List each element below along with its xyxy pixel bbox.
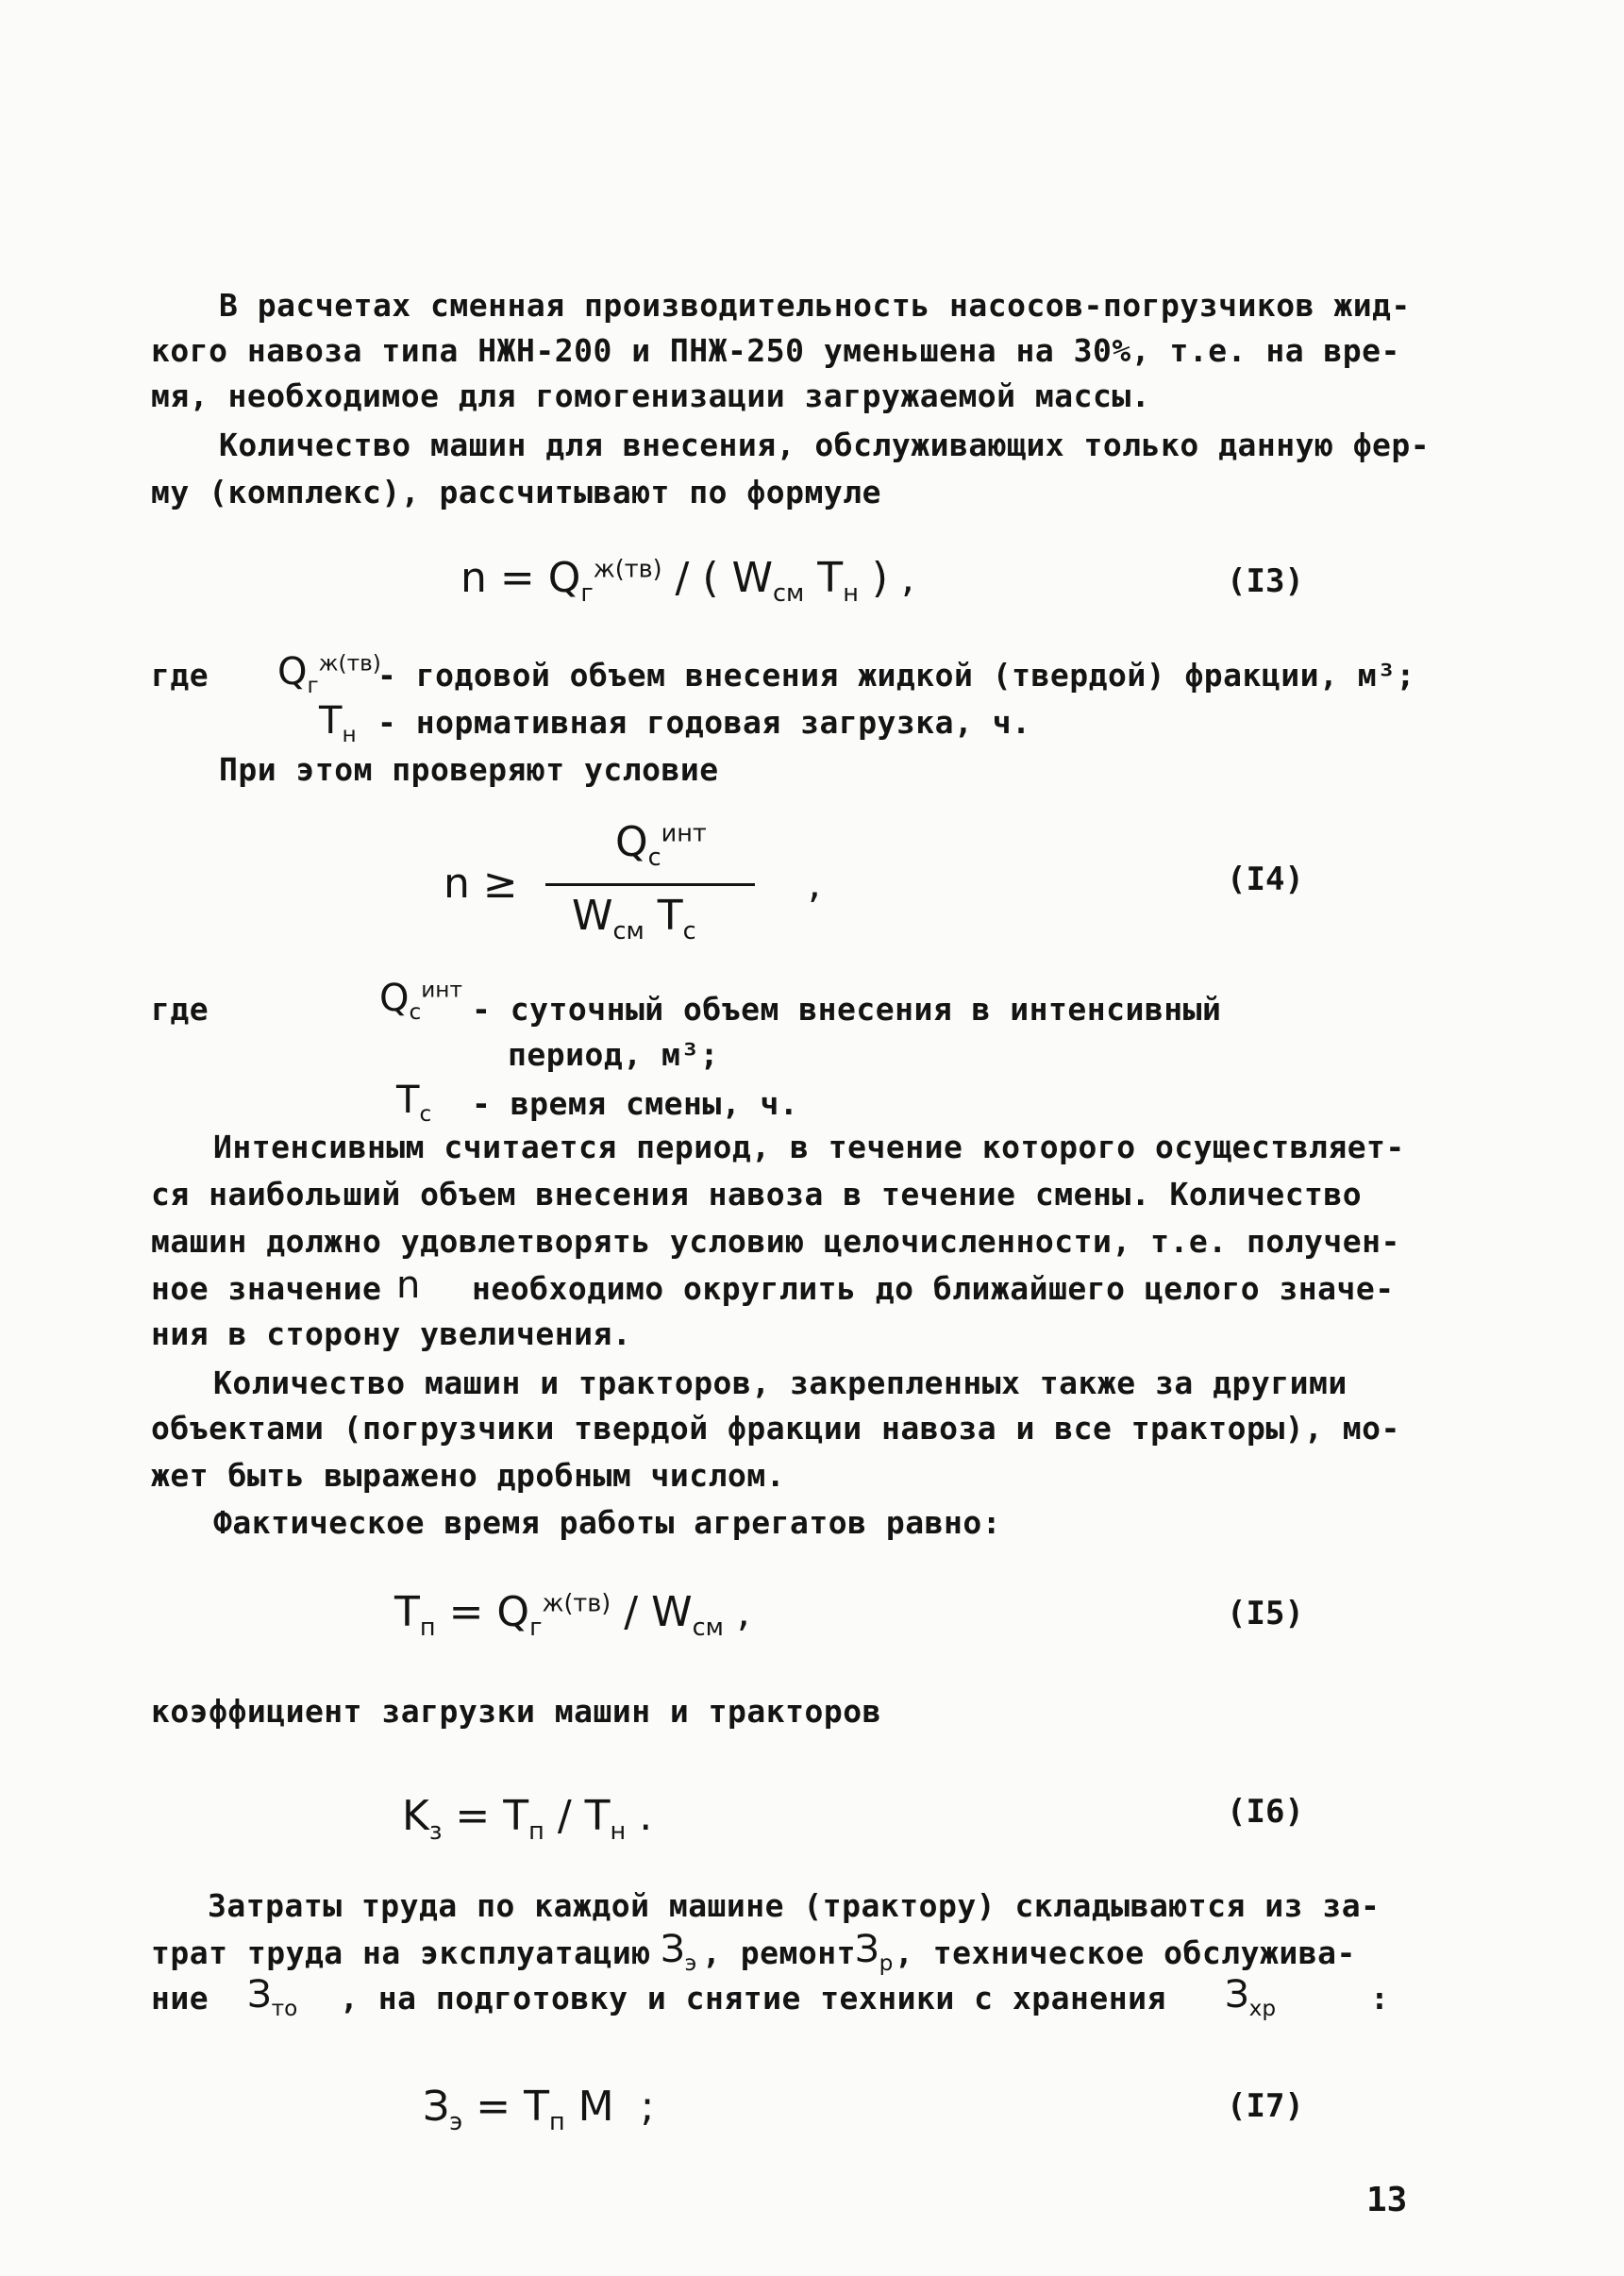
formula-14-numerator: $Q_с^{инт}$ [615,818,707,872]
paragraph-line: кого навоза типа НЖН-200 и ПНЖ-250 уменьшена на 30%, т.е. на вре- [151,332,1400,369]
paragraph-line: , на подготовку и снятие техники с хранения [340,1980,1166,2017]
paragraph-line: ния в сторону увеличения. [151,1315,632,1352]
paragraph-line: Интенсивным считается период, в течение которого осуществляет- [213,1129,1405,1165]
paragraph-line: коэффициент загрузки машин и тракторов [151,1693,881,1730]
formula-13: $n = Q_г^{ж(тв)}$ / ( $W_{см}$ $T_н$ ) , [460,554,914,608]
definition-symbol: $Q_г^{ж(тв)}$ [277,650,381,698]
formula-14-tail: , [808,860,821,908]
paragraph-line: Фактическое время работы агрегатов равно: [213,1504,1002,1541]
paragraph-line: машин должно удовлетворять условию целочисленности, т.е. получен- [151,1223,1400,1260]
equation-number: (I6) [1227,1793,1304,1831]
paragraph-line: В расчетах сменная производительность насосов-погрузчиков жид- [219,287,1411,324]
equation-number: (I7) [1227,2087,1304,2125]
definition-lead: где [151,657,209,694]
equation-number: (I4) [1227,861,1304,898]
definition-symbol: $Q_с^{инт}$ [379,977,462,1025]
formula-14-lhs: n ≥ [444,860,518,908]
definition-lead: где [151,991,209,1028]
paragraph-line: жет быть выражено дробным числом. [151,1457,786,1494]
definition-text: - нормативная годовая загрузка, ч. [377,704,1031,741]
paragraph-line: Затраты труда по каждой машине (трактору) складываются из за- [208,1887,1381,1924]
paragraph-line: трат труда на эксплуатацию [151,1934,651,1971]
definition-text: - суточный объем внесения в интенсивный [472,991,1222,1028]
page-number: 13 [1366,2181,1408,2219]
formula-14-denominator: $W_{см}$ $T_с$ [572,892,696,946]
paragraph-line: необходимо округлить до ближайшего целого значе- [472,1270,1395,1307]
paragraph-line: ся наибольший объем внесения навоза в течение смены. Количество [151,1176,1363,1213]
equation-number: (I3) [1227,562,1304,600]
paragraph-line: , ремонт [702,1934,856,1971]
paragraph-line: му (комплекс), рассчитывают по формуле [151,474,881,510]
paragraph-line: Количество машин и тракторов, закрепленных также за другими [213,1364,1348,1401]
formula-15: $T_п = Q_г^{ж(тв)} / W_{см}$ , [394,1588,750,1642]
paragraph-line: Количество машин для внесения, обслуживающих только данную фер- [219,427,1431,463]
inline-symbol: $З_{хр}$ [1225,1973,1277,2021]
definition-symbol: $T_с$ [396,1079,432,1127]
definition-text: - время смены, ч. [472,1085,799,1122]
paragraph-line: объектами (погрузчики твердой фракции навоза и все тракторы), мо- [151,1410,1400,1447]
paragraph-line: При этом проверяют условие [219,751,719,788]
inline-symbol: n [396,1264,421,1307]
inline-symbol: $З_{то}$ [247,1973,298,2021]
formula-16: $K_з = T_п / T_н$ . [402,1792,653,1846]
formula-17: $З_э = T_п$ M ; [423,2083,655,2136]
paragraph-line: ние [151,1980,209,2017]
paragraph-line: : [1370,1980,1390,2017]
paragraph-line: мя, необходимое для гомогенизации загружаемой массы. [151,377,1151,414]
definition-text: - годовой объем внесения жидкой (твердой) фракции, м³; [377,657,1415,694]
inline-symbol: $З_э$ [661,1928,697,1976]
paragraph-line: ное значение [151,1270,382,1307]
definition-symbol: $T_н$ [319,699,357,747]
fraction-bar [545,883,755,886]
equation-number: (I5) [1227,1595,1304,1632]
definition-text: период, м³; [508,1036,720,1073]
inline-symbol: $З_р$ [855,1928,894,1976]
paragraph-line: , техническое обслужива- [895,1934,1356,1971]
